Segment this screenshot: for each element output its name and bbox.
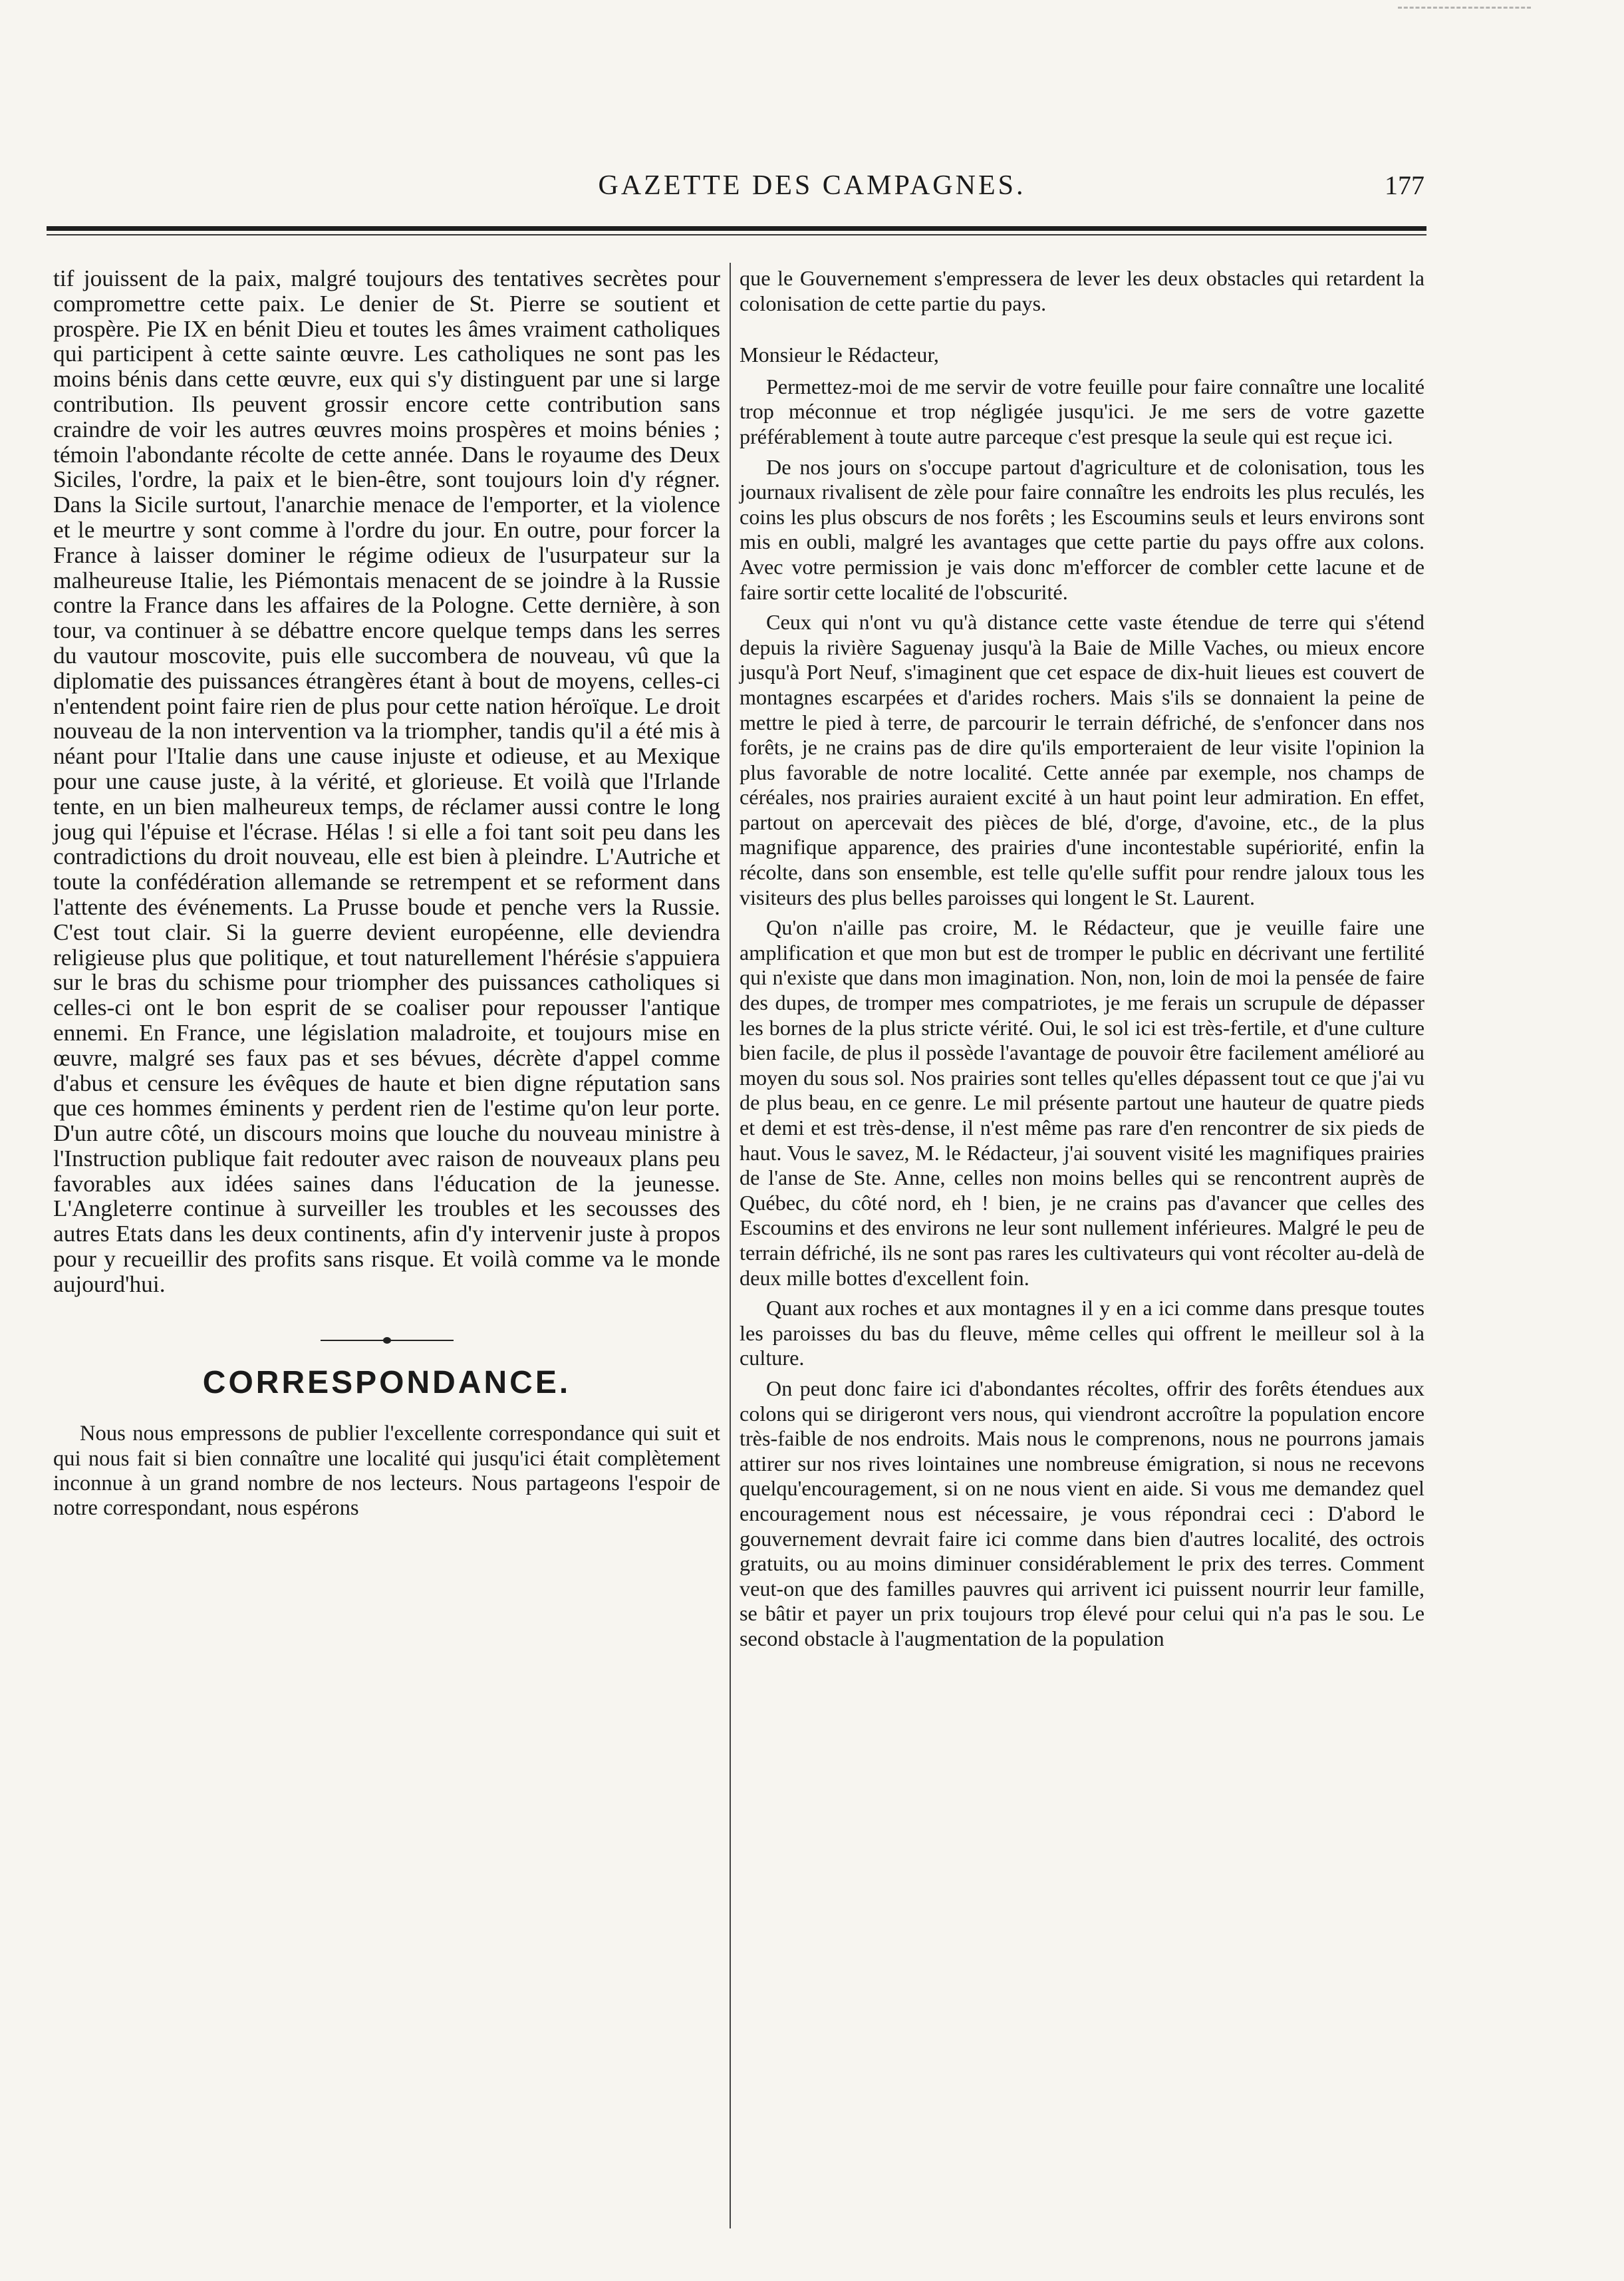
letter-salutation: Monsieur le Rédacteur, [740, 343, 939, 367]
section-title: CORRESPONDANCE. [202, 1364, 571, 1400]
letter-paragraph: On peut donc faire ici d'abondantes récoltes, offrir des forêts étendues aux colons qui se dirigeront vers nous, qui viendront accroître la population encore très-faible de nos endroits. Mais nous le comprenons, nous ne pourrons jamais attirer sur nos rives lointaines une nombreuse émigration, si nous ne recevons quelqu'encouragement, si on ne nous vient en aide. Si vous me demandez quel encouragement nous est nécessaire, je vous répondrai ceci : D'abord le gouvernement devrait faire ici comme dans bien d'autres localité, des octrois gratuits, ou au moins diminuer considérablement le prix des terres. Comment veut-on que des familles pauvres qui arrivent ici puissent nourrir leur famille, se bâtir et payer un prix toujours trop élevé pour celui qui n'a pas le sou. Le second obstacle à l'augmentation de la population [740, 1376, 1424, 1650]
section-ornament [321, 1337, 454, 1344]
header-rule-thin [47, 234, 1426, 235]
masthead-title: GAZETTE DES CAMPAGNES. [598, 170, 1026, 201]
scan-mark [1398, 7, 1531, 11]
letter-paragraph: Ceux qui n'ont vu qu'à distance cette vaste étendue de terre qui s'étend depuis la rivière Saguenay jusqu'à la Baie de Mille Vaches, ou mieux encore jusqu'à Port Neuf, s'imaginent que cet espace de dix-huit lieues est couvert de montagnes escarpées et d'arides rochers. Mais s'ils se donnaient la peine de mettre le pied à terre, de parcourir le terrain défriché, de s'enfoncer dans nos forêts, je ne crains pas de dire qu'ils emporteraient de leur visite l'opinion la plus favorable de notre localité. Cette année par exemple, nos champs de céréales, nos prairies auraient excité à un haut point leur admiration. En effet, partout on apercevait des pièces de blé, d'orge, d'avoine, etc., de la plus magnifique apparence, des prairies d'une incontestable supériorité, enfin la récolte, dans son ensemble, est telle qu'elle suffit pour rendre jaloux tous les visiteurs des plus belles paroisses qui longent le St. Laurent. [740, 610, 1424, 909]
editorial-intro: Nous nous empressons de publier l'excellente correspondance qui suit et qui nous fait si bien connaître une localité qui jusqu'ici était complètement inconnue à un grand nombre de nos lecteurs. Nous partageons l'espoir de notre correspondant, nous espérons [53, 1422, 720, 1521]
continued-text: que le Gouvernement s'empressera de lever les deux obstacles qui retardent la colonisation de cette partie du pays. [740, 266, 1424, 315]
page-number: 177 [1385, 170, 1424, 200]
letter-paragraph: Quant aux roches et aux montagnes il y en a ici comme dans presque toutes les paroisses du bas du fleuve, même celles qui offrent le meilleur sol à la culture. [740, 1296, 1424, 1370]
letter-paragraph: De nos jours on s'occupe partout d'agriculture et de colonisation, tous les journaux rivalisent de zèle pour faire connaître les endroits les plus reculés, les coins les plus obscurs de nos forêts ; les Escoumins seuls et leurs environs sont mis en oubli, malgré les avantages que cette partie du pays offre aux colons. Avec votre permission je vais donc m'efforcer de combler cette lacune et de faire sortir cette localité de l'obscurité. [740, 454, 1424, 604]
left-column [53, 266, 720, 1521]
letter-paragraph: Qu'on n'aille pas croire, M. le Rédacteur, que je veuille faire une amplification et que mon but est de tromper le public en décrivant une fertilité qui n'existe que dans mon imagination. Non, non, loin de moi la pensée de faire des dupes, de tromper mes compatriotes, je me ferais un scrupule de dépasser les bornes de la plus stricte vérité. Oui, le sol ici est très-fertile, et d'une culture bien facile, de plus il possède l'avantage de pouvoir être facilement amélioré au moyen du sous sol. Nos prairies sont telles qu'elles dépassent tout ce que j'ai vu de plus beau, en ce genre. Le mil présente partout une hauteur de quatre pieds et demi et est très-dense, il n'est même pas rare d'en rencontrer de six pieds de haut. Vous le savez, M. le Rédacteur, j'ai souvent visité les magnifiques prairies de l'anse de Ste. Anne, celles non moins belles qui se rencontrent auprès de Québec, du côté nord, eh ! bien, je ne crains pas d'avancer que celles des Escoumins et des environs ne leur sont nullement inférieures. Malgré le peu de terrain défriché, ils ne sont pas rares les cultivateurs qui vont récolter au-delà de deux mille bottes d'excellent foin. [740, 915, 1424, 1290]
running-head [0, 170, 1624, 210]
article-body: tif jouissent de la paix, malgré toujours des tentatives secrètes pour compromettre cette paix. Le denier de St. Pierre se soutient et prospère. Pie IX en bénit Dieu et toutes les âmes vraiment catholiques qui participent à cette sainte œuvre. Les catholiques ne sont pas les moins bénis dans cette œuvre, eux qui s'y distinguent par une si large contribution. Ils peuvent grossir encore cette contribution sans craindre de voir les autres œuvres moins prospères et moins bénies ; témoin l'abondante récolte de cette année. Dans le royaume des Deux Siciles, l'ordre, la paix et le bien-être, sont toujours loin d'y régner. Dans la Sicile surtout, l'anarchie menace de l'emporter, et la violence et le meurtre y sont comme à l'ordre du jour. En outre, pour forcer la France à laisser dominer le régime odieux de l'usurpateur sur la malheureuse Italie, les Piémontais menacent de se joindre à la Russie contre la France dans les affaires de la Pologne. Cette dernière, à son tour, va continuer à se débattre encore quelque temps dans les serres du vautour moscovite, puis elle succombera de nouveau, vû que la diplomatie des puissances étrangères étant à bout de moyens, celles-ci n'entendent point faire rien de plus pour cette nation héroïque. Le droit nouveau de la non intervention va la triompher, tandis qu'il a été mis à néant pour l'Italie dans une cause injuste et odieuse, et au Mexique pour une cause juste, à la vérité, et glorieuse. Et voilà que l'Irlande tente, en un bien malheureux temps, de réclamer aussi contre le long joug qui l'épuise et l'écrase. Hélas ! si elle a foi tant soit peu dans les contradictions du droit nouveau, elle est bien à pleindre. L'Autriche et toute la confédération allemande se retrempent et se reforment dans l'attente des événements. La Prusse boude et penche vers la Russie. C'est tout clair. Si la guerre devient européenne, elle deviendra religieuse plus que politique, et tout naturellement l'hérésie s'appuiera sur le bras du schisme pour triompher des puissances catholiques si celles-ci ont le bon esprit de se coaliser pour repousser l'antique ennemi. En France, une législation maladroite, et toujours mise en œuvre, malgré ses faux pas et ses bévues, décrète d'appel comme d'abus et censure les évêques de haute et bien digne réputation sans que ces hommes éminents y perdent rien de l'estime qu'on leur porte. D'un autre côté, un discours moins que louche du nouveau ministre à l'Instruction publique fait redouter avec raison de nouveaux plans peu favorables aux idées saines dans l'éducation de la jeunesse. L'Angleterre continue à surveiller les troubles et les secousses des autres Etats dans les deux continents, afin d'y intervenir juste à propos pour y recueillir des profits sans risque. Et voilà comme va le monde aujourd'hui. [53, 265, 720, 1297]
column-divider [730, 263, 731, 2228]
right-column [740, 266, 1424, 1656]
header-rule [47, 226, 1426, 231]
letter-paragraph: Permettez-moi de me servir de votre feuille pour faire connaître une localité trop méconnue et trop négligée jusqu'ici. Je me sers de votre gazette préférablement à toute autre parceque c'est presque la seule qui est reçue ici. [740, 374, 1424, 448]
